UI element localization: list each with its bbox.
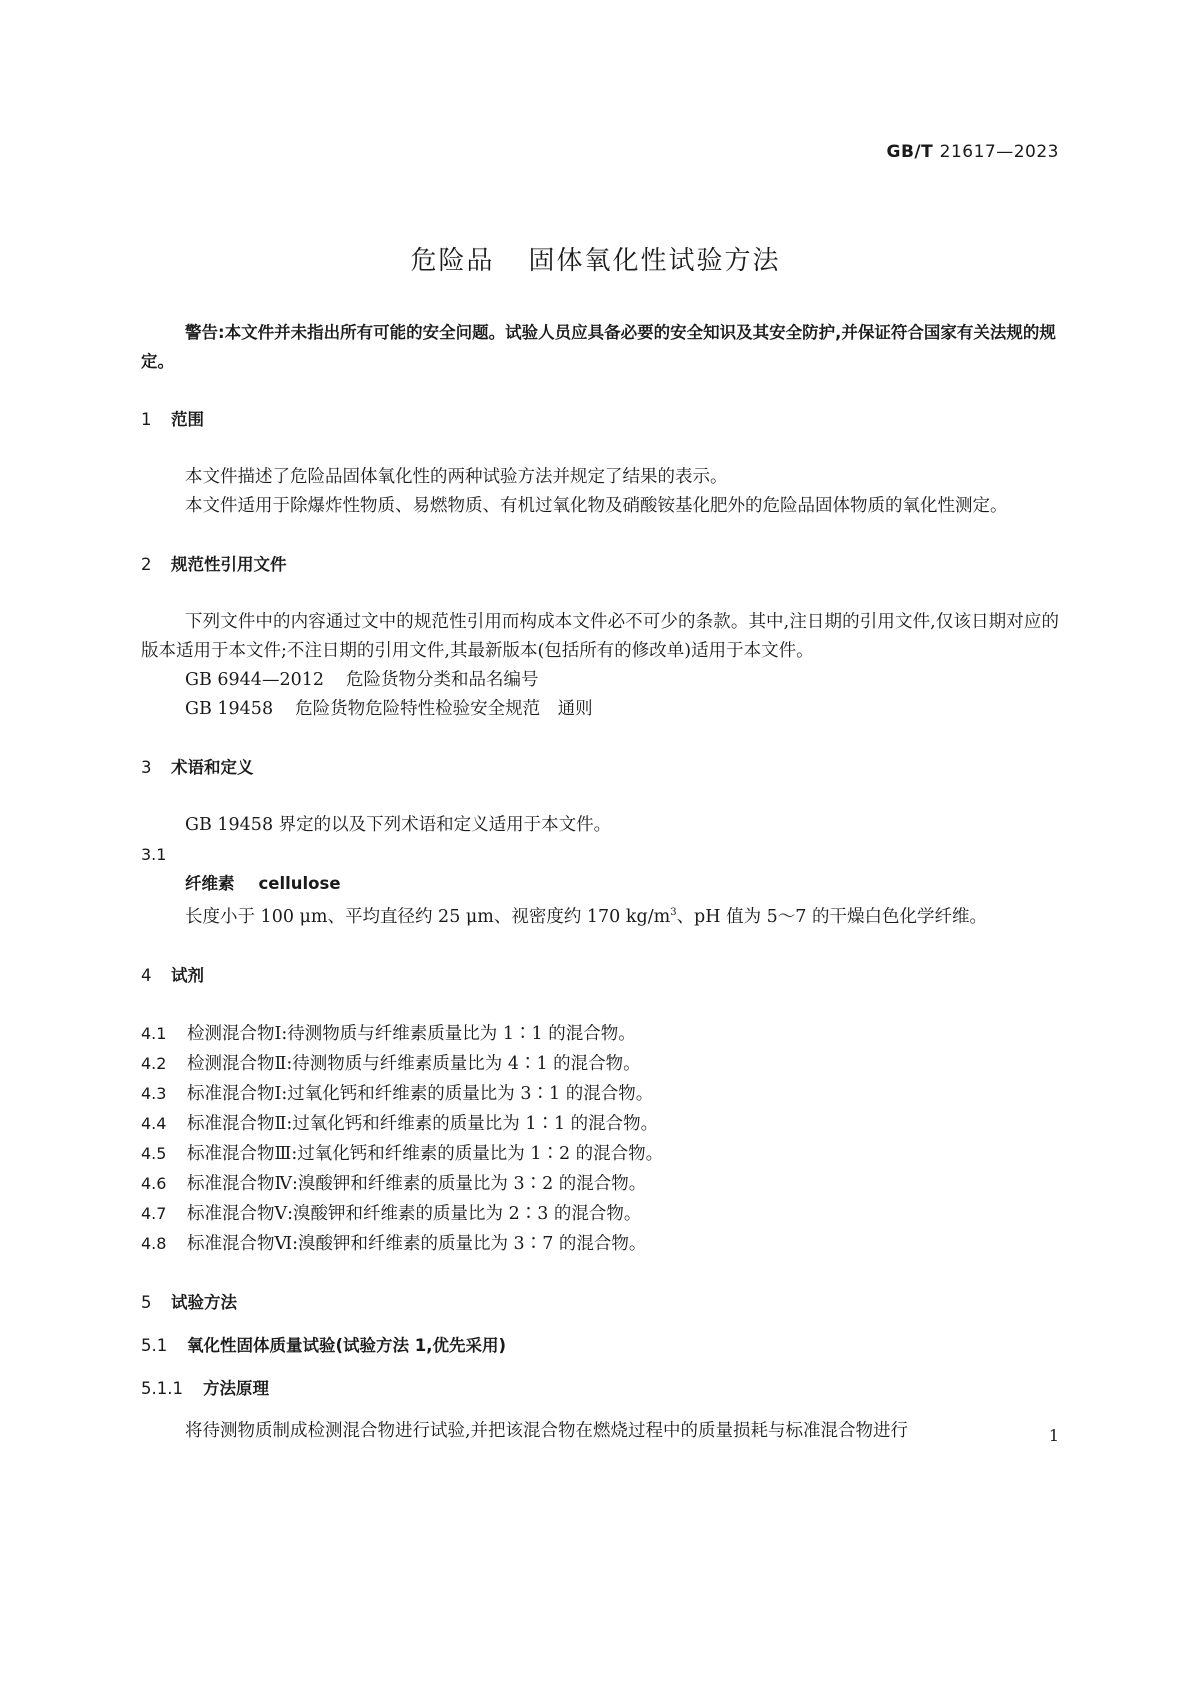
section-3-paragraph-1: GB 19458 界定的以及下列术语和定义适用于本文件。 — [185, 815, 612, 835]
page-number: 1 — [1048, 1426, 1059, 1445]
reference-item: GB 6944—2012 危险货物分类和品名编号 — [185, 670, 539, 690]
section-2-paragraph-1: 下列文件中的内容通过文中的规范性引用而构成本文件必不可少的条款。其中,注日期的引用文件,仅该日期对应的版本适用于本文件;不注日期的引用文件,其最新版本(包括所有的修改单)适用于本文件。 — [141, 612, 1059, 661]
warning-text: 警告:本文件并未指出所有可能的安全问题。试验人员应具备必要的安全知识及其安全防护,并保证符合国家有关法规的规定。 — [141, 323, 1056, 371]
section-1-paragraph-2: 本文件适用于除爆炸性物质、易燃物质、有机过氧化物及硝酸铵基化肥外的危险品固体物质的氧化性测定。 — [185, 496, 1008, 516]
section-5-heading: 5 试验方法 — [141, 1292, 237, 1312]
list-item: 4.1 检测混合物Ⅰ:待测物质与纤维素质量比为 1∶1 的混合物。 — [141, 1023, 636, 1044]
document-body — [141, 318, 1059, 1446]
standard-number — [887, 142, 1059, 162]
section-5-1-heading: 5.1 氧化性固体质量试验(试验方法 1,优先采用) — [141, 1335, 507, 1355]
standard-code: 21617—2023 — [939, 142, 1059, 162]
list-item: 4.3 标准混合物Ⅰ:过氧化钙和纤维素的质量比为 3∶1 的混合物。 — [141, 1083, 654, 1104]
list-item: 4.4 标准混合物Ⅱ:过氧化钙和纤维素的质量比为 1∶1 的混合物。 — [141, 1113, 659, 1134]
list-item: 4.6 标准混合物Ⅳ:溴酸钾和纤维素的质量比为 3∶2 的混合物。 — [141, 1173, 647, 1194]
list-item: 4.2 检测混合物Ⅱ:待测物质与纤维素质量比为 4∶1 的混合物。 — [141, 1053, 641, 1074]
term-number: 3.1 — [141, 845, 167, 864]
list-item: 4.8 标准混合物Ⅵ:溴酸钾和纤维素的质量比为 3∶7 的混合物。 — [141, 1233, 647, 1254]
title-part2: 固体氧化性试验方法 — [528, 246, 781, 276]
term-name: 纤维素 cellulose — [185, 874, 341, 893]
section-1-heading: 1 范围 — [141, 410, 204, 429]
standard-prefix: GB/T — [886, 142, 934, 162]
section-2-heading: 2 规范性引用文件 — [141, 555, 287, 574]
section-5-1-1-heading: 5.1.1 方法原理 — [141, 1378, 269, 1398]
section-3-heading: 3 术语和定义 — [141, 758, 254, 777]
reference-item: GB 19458 危险货物危险特性检验安全规范 通则 — [185, 699, 593, 719]
term-definition: 长度小于 100 μm、平均直径约 25 μm、视密度约 170 $kg/m^3$、pH 值为 5～7 的干燥白色化学纤维。 — [185, 906, 987, 927]
list-item: 4.5 标准混合物Ⅲ:过氧化钙和纤维素的质量比为 1∶2 的混合物。 — [141, 1143, 664, 1164]
section-4-heading: 4 试剂 — [141, 965, 204, 985]
reagent-list — [141, 1019, 1059, 1259]
section-5-1-1-paragraph: 将待测物质制成检测混合物进行试验,并把该混合物在燃烧过程中的质量损耗与标准混合物进行 — [185, 1420, 909, 1441]
title-part1: 危险品 — [410, 246, 495, 276]
section-1-paragraph-1: 本文件描述了危险品固体氧化性的两种试验方法并规定了结果的表示。 — [185, 467, 728, 487]
document-title — [0, 240, 1191, 277]
list-item: 4.7 标准混合物Ⅴ:溴酸钾和纤维素的质量比为 2∶3 的混合物。 — [141, 1203, 642, 1224]
